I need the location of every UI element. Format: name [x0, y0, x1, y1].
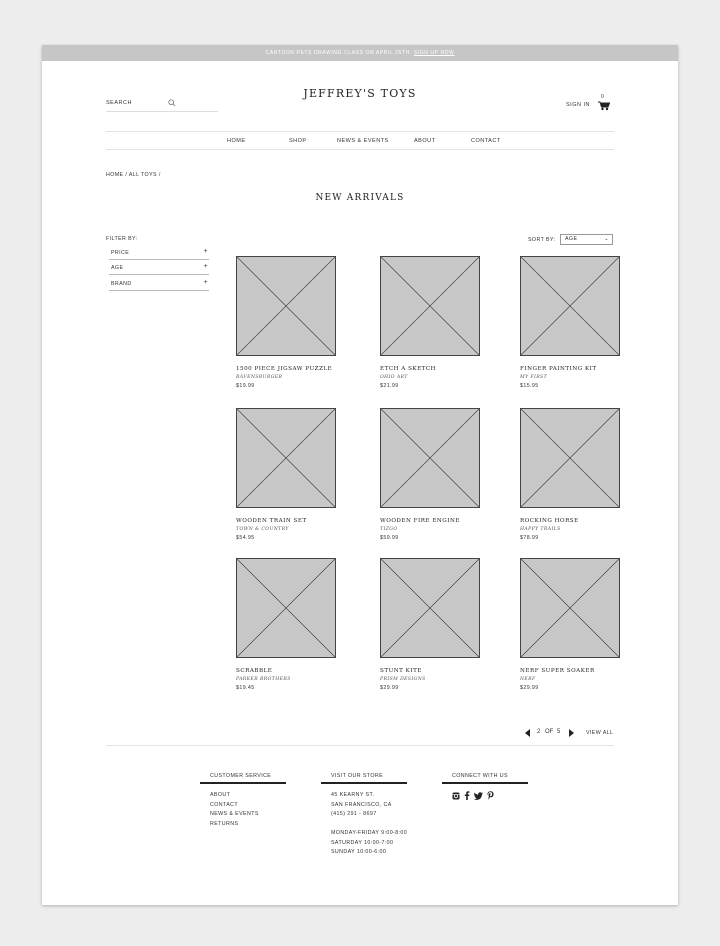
product-brand: NERF — [520, 677, 536, 682]
plus-icon: + — [203, 263, 208, 270]
main-nav — [106, 131, 614, 150]
store-address — [331, 791, 392, 820]
current-page: 2 — [537, 729, 541, 735]
chevron-down-icon: ⌄ — [604, 236, 609, 242]
facebook-icon[interactable] — [464, 791, 470, 800]
filter-label: FILTER BY: — [106, 236, 138, 242]
social-icons — [452, 791, 494, 800]
search-input[interactable] — [106, 100, 218, 112]
product-price: $59.99 — [380, 535, 399, 541]
filter-price-label: PRICE — [111, 250, 130, 256]
search-label: SEARCH — [106, 100, 132, 106]
sort-label: SORT BY: — [528, 237, 556, 243]
product-name[interactable]: ETCH A SKETCH — [380, 366, 437, 372]
product-price: $19.99 — [236, 383, 255, 389]
plus-icon: + — [203, 279, 208, 286]
customer-service-links — [210, 791, 259, 829]
product-price: $21.99 — [380, 383, 399, 389]
filter-age[interactable] — [109, 261, 209, 275]
plus-icon: + — [203, 248, 208, 255]
product-brand: RAVENSBURGER — [236, 375, 283, 380]
sign-up-link[interactable]: SIGN UP NOW — [413, 50, 455, 56]
nav-news-events[interactable]: NEWS & EVENTS — [337, 138, 389, 144]
footer-link-about[interactable]: ABOUT — [210, 792, 231, 798]
product-price: $54.95 — [236, 535, 255, 541]
connect-heading: CONNECT WITH US — [452, 773, 508, 779]
nav-about[interactable]: ABOUT — [414, 138, 436, 144]
product-name[interactable]: 1500 PIECE JIGSAW PUZZLE — [236, 366, 333, 372]
product-price: $29.99 — [520, 685, 539, 691]
view-all-link[interactable]: VIEW ALL — [586, 730, 614, 736]
product-name[interactable]: WOODEN FIRE ENGINE — [380, 518, 460, 524]
product-name[interactable]: SCRABBLE — [236, 668, 273, 674]
product-card[interactable] — [236, 256, 356, 389]
product-card[interactable] — [520, 558, 640, 691]
product-name[interactable]: NERF SUPER SOAKER — [520, 668, 595, 674]
product-brand: PARKER BROTHERS — [236, 677, 291, 682]
address-line: SAN FRANCISCO, CA — [331, 801, 392, 808]
nav-contact[interactable]: CONTACT — [471, 138, 501, 144]
product-card[interactable] — [380, 408, 500, 541]
sort-select[interactable] — [560, 234, 613, 245]
nav-shop[interactable]: SHOP — [289, 138, 307, 144]
hours-line: SATURDAY 10:00-7:00 — [331, 839, 394, 846]
sort-value: AGE — [565, 236, 578, 242]
announcement-bar — [42, 45, 678, 61]
address-line: 45 KEARNY ST. — [331, 792, 375, 798]
product-image-placeholder[interactable] — [380, 256, 480, 356]
product-image-placeholder[interactable] — [520, 256, 620, 356]
instagram-icon[interactable] — [452, 792, 460, 800]
site-logo[interactable]: JEFFREY'S TOYS — [303, 87, 417, 100]
search-icon[interactable] — [168, 99, 176, 107]
footer-underline — [442, 782, 528, 784]
pinterest-icon[interactable] — [487, 791, 494, 800]
filter-age-label: AGE — [111, 265, 124, 271]
customer-service-heading: CUSTOMER SERVICE — [210, 773, 272, 779]
nav-home[interactable]: HOME — [227, 138, 246, 144]
filter-brand[interactable] — [109, 277, 209, 291]
product-image-placeholder[interactable] — [380, 408, 480, 508]
product-name[interactable]: FINGER PAINTING KIT — [520, 366, 597, 372]
announcement-text: CARTOON PETS DRAWING CLASS ON APRIL 25TH. — [265, 50, 412, 56]
product-card[interactable] — [380, 558, 500, 691]
store-hours — [331, 829, 407, 858]
page — [42, 45, 678, 905]
hours-line: SUNDAY 10:00-6:00 — [331, 849, 387, 856]
next-page-icon[interactable] — [568, 729, 574, 737]
product-brand: MY FIRST — [520, 375, 548, 380]
footer-link-returns[interactable]: RETURNS — [210, 820, 239, 827]
filter-price[interactable] — [109, 246, 209, 260]
cart-icon[interactable] — [597, 95, 611, 111]
product-name[interactable]: ROCKING HORSE — [520, 518, 579, 524]
prev-page-icon[interactable] — [525, 729, 531, 737]
product-card[interactable] — [236, 408, 356, 541]
page-title: NEW ARRIVALS — [315, 193, 405, 203]
cart-count: 0 — [601, 94, 604, 100]
visit-store-heading: VISIT OUR STORE — [331, 773, 384, 779]
product-card[interactable] — [520, 408, 640, 541]
product-price: $78.99 — [520, 535, 539, 541]
product-name[interactable]: WOODEN TRAIN SET — [236, 518, 307, 524]
product-brand: HAPPY TRAILS — [520, 527, 561, 532]
product-image-placeholder[interactable] — [380, 558, 480, 658]
product-brand: PRISM DESIGNS — [380, 677, 426, 682]
footer-link-contact[interactable]: CONTACT — [210, 801, 239, 808]
phone-number[interactable]: (415) 291 - 8697 — [331, 811, 377, 818]
twitter-icon[interactable] — [474, 792, 483, 800]
footer-divider — [106, 745, 614, 746]
product-image-placeholder[interactable] — [520, 558, 620, 658]
product-card[interactable] — [236, 558, 356, 691]
product-image-placeholder[interactable] — [520, 408, 620, 508]
product-image-placeholder[interactable] — [236, 408, 336, 508]
product-name[interactable]: STUNT KITE — [380, 668, 422, 674]
footer-underline — [200, 782, 286, 784]
hours-line: MONDAY-FRIDAY 9:00-8:00 — [331, 830, 408, 836]
product-brand: TOWN & COUNTRY — [236, 527, 289, 532]
product-brand: TIZGO — [380, 527, 398, 532]
product-price: $29.99 — [380, 685, 399, 691]
product-card[interactable] — [520, 256, 640, 389]
sign-in-link[interactable]: SIGN IN — [566, 102, 590, 108]
product-card[interactable] — [380, 256, 500, 389]
footer-link-news-events[interactable]: NEWS & EVENTS — [210, 811, 259, 818]
breadcrumb[interactable]: HOME / ALL TOYS / — [106, 172, 161, 178]
product-image-placeholder[interactable] — [236, 558, 336, 658]
product-image-placeholder[interactable] — [236, 256, 336, 356]
footer-underline — [321, 782, 407, 784]
product-price: $15.95 — [520, 383, 539, 389]
filter-brand-label: BRAND — [111, 281, 132, 287]
total-pages: 5 — [557, 729, 561, 735]
product-price: $19.45 — [236, 685, 255, 691]
product-brand: OHIO ART — [380, 375, 408, 380]
page-of-label: OF — [545, 729, 554, 735]
